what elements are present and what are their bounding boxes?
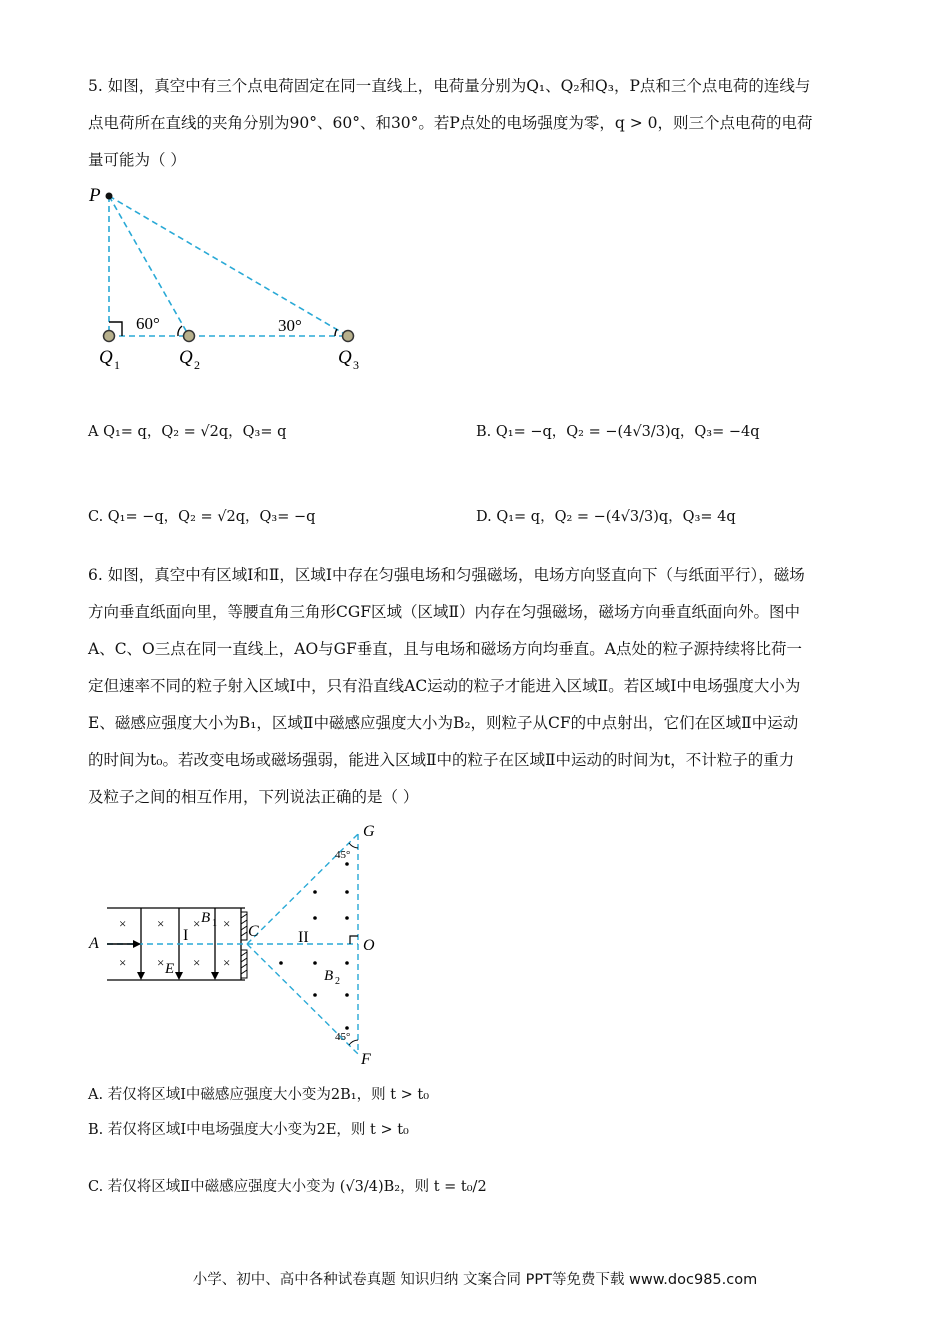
q6-option-c: C. 若仅将区域Ⅱ中磁感应强度大小变为 (√3/4)B₂，则 t = t₀/2 (88, 1179, 487, 1195)
label-60: 60° (136, 314, 160, 333)
angle-30-arc (335, 329, 337, 336)
q6-line-6: 的时间为t₀。若改变电场或磁场强弱，能进入区域Ⅱ中的粒子在区域Ⅱ中运动的时间为t，不计粒子的重力 (88, 751, 795, 769)
q6-option-a: A. 若仅将区域Ⅰ中磁感应强度大小变为2B₁，则 t > t₀ (88, 1087, 430, 1103)
q5-line-1: 5. 如图，真空中有三个点电荷固定在同一直线上，电荷量分别为Q₁、Q₂和Q₃，P点和三个点电荷的连线与 (88, 77, 811, 95)
svg-text:×: × (223, 955, 231, 970)
svg-text:×: × (193, 955, 201, 970)
label-30: 30° (278, 316, 302, 335)
q5-option-b: B. Q₁= −q，Q₂ = −(4√3/3)q，Q₃= −4q (476, 424, 760, 440)
page-footer: 小学、初中、高中各种试卷真题 知识归纳 文案合同 PPT等免费下载 www.doc985.com (192, 1272, 758, 1288)
charge-q3 (343, 331, 354, 342)
q6-line-3: A、C、O三点在同一直线上，AO与GF垂直，且与电场和磁场方向均垂直。A点处的粒子源持续将比荷一 (88, 640, 802, 658)
svg-text:×: × (119, 955, 127, 970)
q5-option-c: C. Q₁= −q，Q₂ = √2q，Q₃= −q (88, 509, 316, 525)
label-p: P (89, 185, 101, 206)
label-f: F (361, 1051, 371, 1068)
label-q3: Q (338, 347, 352, 368)
charge-q2 (184, 331, 195, 342)
label-o: O (363, 937, 375, 954)
q5-line-2: 点电荷所在直线的夹角分别为90°、60°、和30°。若P点处的电场强度为零，q > 0，则三个点电荷的电荷 (88, 114, 813, 132)
q5-option-d: D. Q₁= q，Q₂ = −(4√3/3)q，Q₃= 4q (476, 509, 736, 525)
label-q1: Q (99, 347, 113, 368)
angle-60-arc (178, 326, 182, 336)
label-b1: B (201, 910, 211, 926)
svg-text:×: × (193, 916, 201, 931)
label-b2-sub: 2 (335, 976, 340, 987)
label-b2: B (324, 968, 334, 984)
svg-text:×: × (157, 916, 165, 931)
q6-option-b: B. 若仅将区域Ⅰ中电场强度大小变为2E，则 t > t₀ (88, 1122, 409, 1138)
svg-text:×: × (223, 916, 231, 931)
question-5-stem (88, 68, 868, 179)
label-g: G (363, 823, 375, 840)
q5-figure (85, 180, 385, 380)
q6-line-2: 方向垂直纸面向里，等腰直角三角形CGF区域（区域Ⅱ）内存在匀强磁场，磁场方向垂直纸面向外。图中 (88, 603, 801, 621)
svg-text:×: × (119, 916, 127, 931)
point-p (106, 193, 113, 200)
q6-line-1: 6. 如图，真空中有区域Ⅰ和Ⅱ，区域Ⅰ中存在匀强电场和匀强磁场，电场方向竖直向下（与纸面平行），磁场 (88, 566, 805, 584)
label-q1-sub: 1 (114, 358, 120, 372)
label-e: E (165, 961, 175, 977)
label-q2-sub: 2 (194, 358, 200, 372)
question-6-stem (88, 557, 868, 816)
q6-line-7: 及粒子之间的相互作用，下列说法正确的是（ ） (88, 788, 419, 806)
label-45-bottom: 45° (335, 1031, 351, 1043)
q5-line-3: 量可能为（ ） (88, 151, 186, 169)
dot-marks (279, 862, 349, 1030)
label-region2: II (298, 929, 309, 946)
label-c: C (248, 923, 259, 940)
label-region1: I (183, 927, 189, 944)
charge-q1 (104, 331, 115, 342)
label-b1-sub: 1 (212, 918, 217, 929)
right-angle-o (350, 936, 358, 944)
q5-option-a: A Q₁= q，Q₂ = √2q，Q₃= q (88, 424, 287, 440)
q6-line-4: 定但速率不同的粒子射入区域Ⅰ中，只有沿直线AC运动的粒子才能进入区域Ⅱ。若区域Ⅰ中电场强度大小为 (88, 677, 801, 695)
label-q3-sub: 3 (353, 358, 359, 372)
svg-text:×: × (157, 955, 165, 970)
label-a: A (89, 935, 99, 952)
q6-figure (85, 820, 385, 1070)
label-q2: Q (179, 347, 193, 368)
q6-line-5: E、磁感应强度大小为B₁，区域Ⅱ中磁感应强度大小为B₂，则粒子从CF的中点射出，它们在区域Ⅱ中运动 (88, 714, 799, 732)
label-45-top: 45° (335, 849, 351, 861)
